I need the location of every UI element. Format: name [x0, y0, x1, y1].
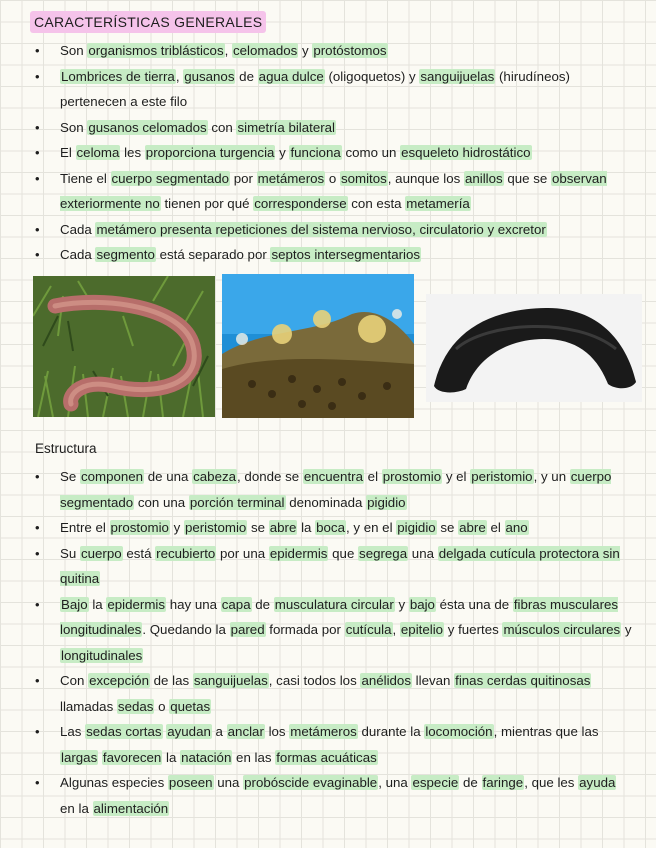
highlighted-term: metámeros	[290, 724, 357, 739]
highlighted-term: segmento	[96, 247, 155, 262]
highlighted-term: prostomio	[110, 520, 169, 535]
highlighted-term: largas	[61, 749, 98, 765]
highlighted-term: ayudan	[167, 724, 211, 739]
highlighted-term: finas cerdas quitinosas	[455, 673, 591, 688]
highlighted-term: abre	[269, 520, 297, 535]
page-title: CARACTERÍSTICAS GENERALES	[30, 11, 266, 33]
highlighted-term: prostomio	[382, 469, 442, 484]
photo-strip	[0, 274, 656, 420]
bullet-item: • Algunas especies poseen una probóscide evaginable, una especie de faringe, que les ayuda en la alimentación	[33, 770, 633, 821]
highlighted-term: delgada cutícula protectora sin quitina	[60, 545, 620, 586]
highlighted-term: sanguijuelas	[193, 673, 268, 688]
highlighted-term: cutícula	[345, 622, 392, 637]
highlighted-term: anclar	[227, 724, 264, 739]
bullet-item: • Lombrices de tierra, gusanos de agua dulce (oligoquetos) y sanguijuelas (hirudíneos) pertenecen a este filo	[33, 64, 633, 115]
highlighted-term: sedas	[117, 698, 154, 714]
bullet-item: • El celoma les proporciona turgencia y funciona como un esqueleto hidrostático	[33, 140, 633, 166]
highlighted-term: corresponderse	[254, 196, 347, 211]
highlighted-term: metámero presenta repeticiones del sistema nervioso, circulatorio y excretor	[96, 221, 546, 237]
highlighted-term: gusanos celomados	[88, 119, 207, 135]
highlighted-term: epitelio	[400, 622, 444, 637]
highlighted-term: epidermis	[269, 545, 328, 561]
structure-list	[33, 464, 633, 821]
general-characteristics-list	[33, 38, 633, 268]
highlighted-term: ano	[505, 520, 528, 535]
highlighted-term: metamería	[406, 196, 470, 211]
highlighted-term: septos intersegmentarios	[271, 247, 421, 262]
highlighted-term: quetas	[170, 698, 211, 714]
highlighted-term: componen	[80, 469, 144, 484]
bullet-item: • Tiene el cuerpo segmentado por metámeros o somitos, aunque los anillos que se observan exteriormente no tienen por qué corresponderse con esta metamería	[33, 166, 633, 217]
highlighted-term: favorecen	[102, 749, 162, 765]
highlighted-term: anillos	[464, 170, 503, 186]
highlighted-term: natación	[181, 749, 232, 765]
highlighted-term: capa	[221, 596, 251, 612]
highlighted-term: celomados	[233, 43, 298, 58]
tube-worm-photo	[222, 274, 414, 418]
bullet-item: • Cada metámero presenta repeticiones del sistema nervioso, circulatorio y excretor	[33, 217, 633, 243]
bullet-item: • Se componen de una cabeza, donde se encuentra el prostomio y el peristomio, y un cuerpo segmentado con una porción terminal denominada pigidio	[33, 464, 633, 515]
highlighted-term: celoma	[76, 145, 120, 160]
highlighted-term: pared	[230, 622, 265, 637]
bullet-item: • Las sedas cortas ayudan a anclar los metámeros durante la locomoción, mientras que las largas favorecen la natación en las formas acuáticas	[33, 719, 633, 770]
highlighted-term: funciona	[290, 145, 341, 160]
highlighted-term: epidermis	[107, 596, 166, 612]
highlighted-term: cuerpo	[80, 545, 122, 561]
highlighted-term: somitos	[340, 170, 387, 186]
highlighted-term: bajo	[409, 596, 435, 612]
bullet-item: • Cada segmento está separado por septos intersegmentarios	[33, 242, 633, 268]
highlighted-term: pigidio	[397, 520, 436, 535]
highlighted-term: recubierto	[156, 545, 216, 561]
highlighted-term: proporciona turgencia	[145, 145, 275, 160]
highlighted-term: probóscide evaginable	[244, 775, 378, 790]
highlighted-term: encuentra	[303, 469, 363, 484]
bullet-item: • Son gusanos celomados con simetría bilateral	[33, 115, 633, 141]
bullet-item: • Con excepción de las sanguijuelas, casi todos los anélidos llevan finas cerdas quitinosas llamadas sedas o quetas	[33, 668, 633, 719]
highlighted-term: músculos circulares	[503, 622, 621, 637]
highlighted-term: alimentación	[93, 800, 169, 816]
highlighted-term: ayuda	[579, 775, 616, 790]
bullet-item: • Su cuerpo está recubierto por una epidermis que segrega una delgada cutícula protectora sin quitina	[33, 541, 633, 592]
bullet-item: • Bajo la epidermis hay una capa de musculatura circular y bajo ésta una de fibras musculares longitudinales. Quedando la pared formada por cutícula, epitelio y fuertes músculos circulares y longitudinales	[33, 592, 633, 669]
highlighted-term: pigidio	[367, 494, 406, 510]
highlighted-term: boca	[316, 520, 345, 535]
highlighted-term: longitudinales	[61, 647, 143, 663]
highlighted-term: agua dulce	[258, 68, 324, 84]
bullet-item: • Son organismos triblásticos, celomados y protóstomos	[33, 38, 633, 64]
highlighted-term: segrega	[359, 545, 408, 561]
highlighted-term: especie	[412, 775, 459, 790]
highlighted-term: locomoción	[425, 724, 493, 739]
bullet-item: • Entre el prostomio y peristomio se abre la boca, y en el pigidio se abre el ano	[33, 515, 633, 541]
highlighted-term: metámeros	[257, 170, 325, 186]
highlighted-term: musculatura circular	[274, 596, 394, 612]
highlighted-term: anélidos	[361, 673, 411, 688]
highlighted-term: porción terminal	[189, 494, 285, 510]
highlighted-term: organismos triblásticos	[88, 43, 224, 58]
highlighted-term: formas acuáticas	[276, 749, 377, 765]
highlighted-term: excepción	[89, 673, 149, 688]
highlighted-term: Bajo	[61, 596, 88, 612]
highlighted-term: protóstomos	[313, 43, 387, 58]
highlighted-term: gusanos	[184, 68, 235, 84]
highlighted-term: sanguijuelas	[420, 68, 495, 84]
highlighted-term: peristomio	[471, 469, 533, 484]
leech-photo	[426, 294, 642, 402]
highlighted-term: Lombrices de tierra	[61, 68, 175, 84]
highlighted-term: poseen	[168, 775, 213, 790]
structure-heading: Estructura	[35, 441, 97, 456]
highlighted-term: cabeza	[193, 469, 237, 484]
highlighted-term: peristomio	[184, 520, 247, 535]
highlighted-term: sedas cortas	[86, 724, 162, 739]
highlighted-term: esqueleto hidrostático	[401, 145, 531, 160]
highlighted-term: faringe	[482, 775, 524, 790]
highlighted-term: cuerpo segmentado	[60, 469, 612, 510]
earthworm-photo	[33, 276, 215, 417]
highlighted-term: fibras musculares longitudinales	[60, 596, 619, 637]
highlighted-term: observan exteriormente no	[60, 170, 607, 211]
highlighted-term: cuerpo segmentado	[111, 170, 230, 186]
highlighted-term: abre	[459, 520, 486, 535]
highlighted-term: simetría bilateral	[237, 119, 336, 135]
